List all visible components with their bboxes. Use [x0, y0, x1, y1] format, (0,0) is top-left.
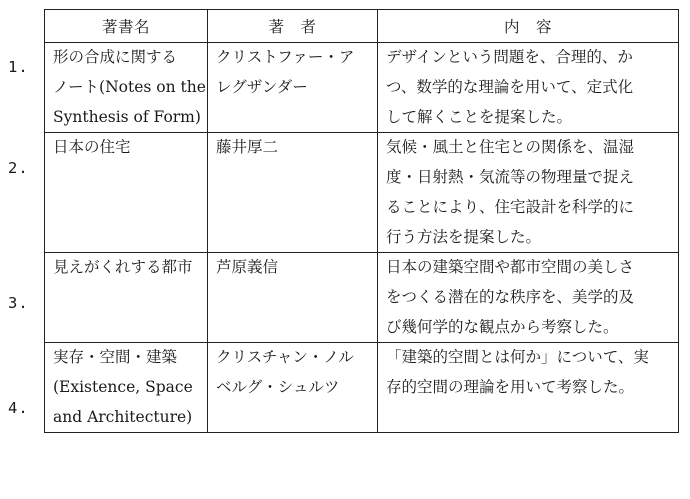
- book-title-cell: [45, 253, 208, 343]
- content-line: 日本の建築空間や都市空間の美しさ: [386, 258, 635, 276]
- table-header-row: [45, 10, 679, 43]
- content-line: をつくる潜在的な秩序を、美学的及: [386, 288, 635, 306]
- book-title-cell: [45, 133, 208, 253]
- row-number-2: 2.: [8, 159, 29, 177]
- header-title: 著書名: [45, 10, 208, 43]
- book-title-cell: [45, 343, 208, 433]
- content-line: デザインという問題を、合理的、か: [386, 48, 633, 66]
- author-line: レグザンダー: [216, 78, 308, 96]
- header-content: 内 容: [378, 10, 679, 43]
- book-title-line: and Architecture): [53, 408, 193, 426]
- author-cell: [208, 253, 378, 343]
- book-title-line: 形の合成に関する: [53, 48, 178, 66]
- content-cell: [378, 253, 679, 343]
- author-line: ベルグ・シュルツ: [216, 378, 340, 396]
- content-line: 行う方法を提案した。: [386, 228, 542, 246]
- content-line: 気候・風土と住宅との関係を、温湿: [386, 138, 635, 156]
- author-line: クリストファー・ア: [216, 48, 355, 66]
- content-line: つ、数学的な理論を用いて、定式化: [386, 78, 634, 96]
- row-number-3: 3.: [8, 294, 29, 312]
- book-title-line: Synthesis of Form): [53, 108, 201, 126]
- content-line: 存的空間の理論を用いて考察した。: [386, 378, 635, 396]
- table-row: [45, 253, 679, 343]
- table-row: [45, 343, 679, 433]
- row-number-1: 1.: [8, 58, 29, 76]
- content-line: 「建築的空間とは何か」について、実: [386, 348, 649, 366]
- author-line: クリスチャン・ノル: [216, 348, 354, 366]
- content-line: ることにより、住宅設計を科学的に: [386, 198, 635, 216]
- content-cell: [378, 343, 679, 433]
- table-row: [45, 43, 679, 133]
- book-title-line: 見えがくれする都市: [53, 258, 193, 276]
- content-cell: [378, 43, 679, 133]
- book-title-line: (Existence, Space: [53, 378, 193, 396]
- book-title-line: ノート(Notes on the: [53, 78, 206, 96]
- author-line: 芦原義信: [216, 258, 279, 276]
- book-title-line: 日本の住宅: [53, 138, 131, 156]
- author-cell: [208, 133, 378, 253]
- header-author: 著 者: [208, 10, 378, 43]
- author-cell: [208, 343, 378, 433]
- book-title-line: 実存・空間・建築: [53, 348, 178, 366]
- books-table: [44, 9, 679, 433]
- content-cell: [378, 133, 679, 253]
- table-row: [45, 133, 679, 253]
- content-line: して解くことを提案した。: [386, 108, 573, 126]
- book-title-cell: [45, 43, 208, 133]
- content-line: 度・日射熱・気流等の物理量で捉え: [386, 168, 635, 186]
- row-number-4: 4.: [8, 399, 29, 417]
- author-line: 藤井厚二: [216, 138, 279, 156]
- content-line: び幾何学的な観点から考察した。: [386, 318, 619, 336]
- author-cell: [208, 43, 378, 133]
